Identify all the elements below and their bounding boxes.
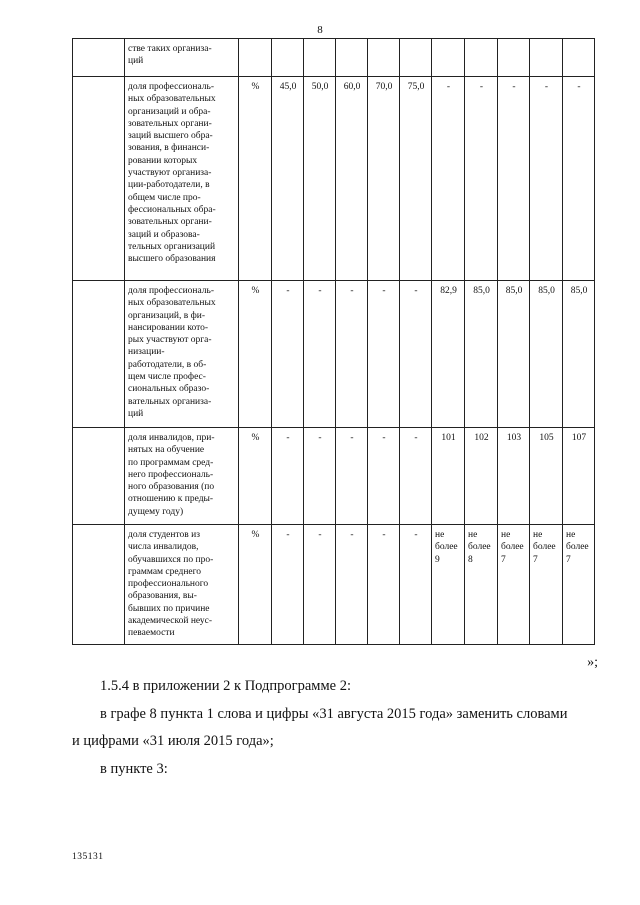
table-row (73, 281, 595, 428)
value-cell (465, 39, 498, 77)
value-cell: - (336, 428, 368, 525)
value-cell: 50,0 (304, 77, 336, 281)
value-cell: - (272, 525, 304, 645)
indicators-table (72, 38, 595, 645)
empty-number-cell (73, 77, 125, 281)
document-id: 135131 (72, 852, 104, 862)
value-cell: не более 9 (432, 525, 465, 645)
value-cell: - (368, 281, 400, 428)
value-cell: - (336, 525, 368, 645)
value-cell (432, 39, 465, 77)
value-cell (272, 39, 304, 77)
value-cell: - (400, 525, 432, 645)
value-cell: не более 7 (530, 525, 563, 645)
value-cell: 60,0 (336, 77, 368, 281)
value-cell: - (368, 428, 400, 525)
value-cell: - (400, 428, 432, 525)
indicator-name: доля студентов из числа инвалидов, обучавшихся по про- граммам среднего профессионального образования, вы- бывших по причине академической неус- певаемости (125, 525, 239, 645)
value-cell: 102 (465, 428, 498, 525)
table-row (73, 525, 595, 645)
value-cell (336, 39, 368, 77)
value-cell: 85,0 (530, 281, 563, 428)
paragraph-1-5-4: 1.5.4 в приложении 2 к Подпрограмме 2: (100, 678, 351, 694)
value-cell (498, 39, 530, 77)
empty-number-cell (73, 281, 125, 428)
unit-cell (239, 39, 272, 77)
value-cell: - (530, 77, 563, 281)
paragraph-replace-line-1: в графе 8 пункта 1 слова и цифры «31 августа 2015 года» заменить словами (100, 706, 568, 722)
indicator-name: доля профессиональ- ных образовательных организаций и обра- зовательных органи- заций высшего обра- зования, в финанси- ровании которых участвуют организа- ции-работодатели, в общем числе про- фессиональных обра- зовательных органи- заций и образова- тельных организаций высшего образования (125, 77, 239, 281)
value-cell: - (563, 77, 595, 281)
value-cell: - (304, 525, 336, 645)
indicator-name: доля инвалидов, при- нятых на обучение по программам сред- него профессиональ- ного образования (по отношению к преды- дущему году) (125, 428, 239, 525)
value-cell (368, 39, 400, 77)
value-cell: - (304, 428, 336, 525)
empty-number-cell (73, 428, 125, 525)
value-cell: 103 (498, 428, 530, 525)
value-cell: 82,9 (432, 281, 465, 428)
value-cell: - (272, 281, 304, 428)
unit-cell: % (239, 77, 272, 281)
value-cell: - (498, 77, 530, 281)
value-cell: 45,0 (272, 77, 304, 281)
value-cell (563, 39, 595, 77)
value-cell: - (400, 281, 432, 428)
indicator-name: доля профессиональ- ных образовательных организаций, в фи- нансировании кото- рых участвуют орга- низации- работодатели, в об- щем числе профес- сиональных образо- вательных организа- ций (125, 281, 239, 428)
value-cell: - (272, 428, 304, 525)
value-cell: 107 (563, 428, 595, 525)
value-cell (304, 39, 336, 77)
value-cell: 101 (432, 428, 465, 525)
value-cell: 85,0 (465, 281, 498, 428)
indicator-name: стве таких организа- ций (125, 39, 239, 77)
value-cell: 85,0 (563, 281, 595, 428)
value-cell: 105 (530, 428, 563, 525)
value-cell: - (432, 77, 465, 281)
unit-cell: % (239, 281, 272, 428)
page-number: 8 (317, 24, 323, 36)
empty-number-cell (73, 39, 125, 77)
value-cell (400, 39, 432, 77)
value-cell: не более 7 (498, 525, 530, 645)
value-cell (530, 39, 563, 77)
value-cell: не более 7 (563, 525, 595, 645)
value-cell: - (336, 281, 368, 428)
unit-cell: % (239, 525, 272, 645)
value-cell: 75,0 (400, 77, 432, 281)
value-cell: - (304, 281, 336, 428)
value-cell: - (465, 77, 498, 281)
table-row (73, 77, 595, 281)
unit-cell: % (239, 428, 272, 525)
table-row (73, 39, 595, 77)
empty-number-cell (73, 525, 125, 645)
closing-quote-mark: »; (587, 655, 598, 670)
paragraph-replace-line-2: и цифрами «31 июля 2015 года»; (72, 733, 274, 749)
table-row (73, 428, 595, 525)
value-cell: 70,0 (368, 77, 400, 281)
value-cell: - (368, 525, 400, 645)
value-cell: 85,0 (498, 281, 530, 428)
value-cell: не более 8 (465, 525, 498, 645)
paragraph-point-3: в пункте 3: (100, 761, 168, 777)
